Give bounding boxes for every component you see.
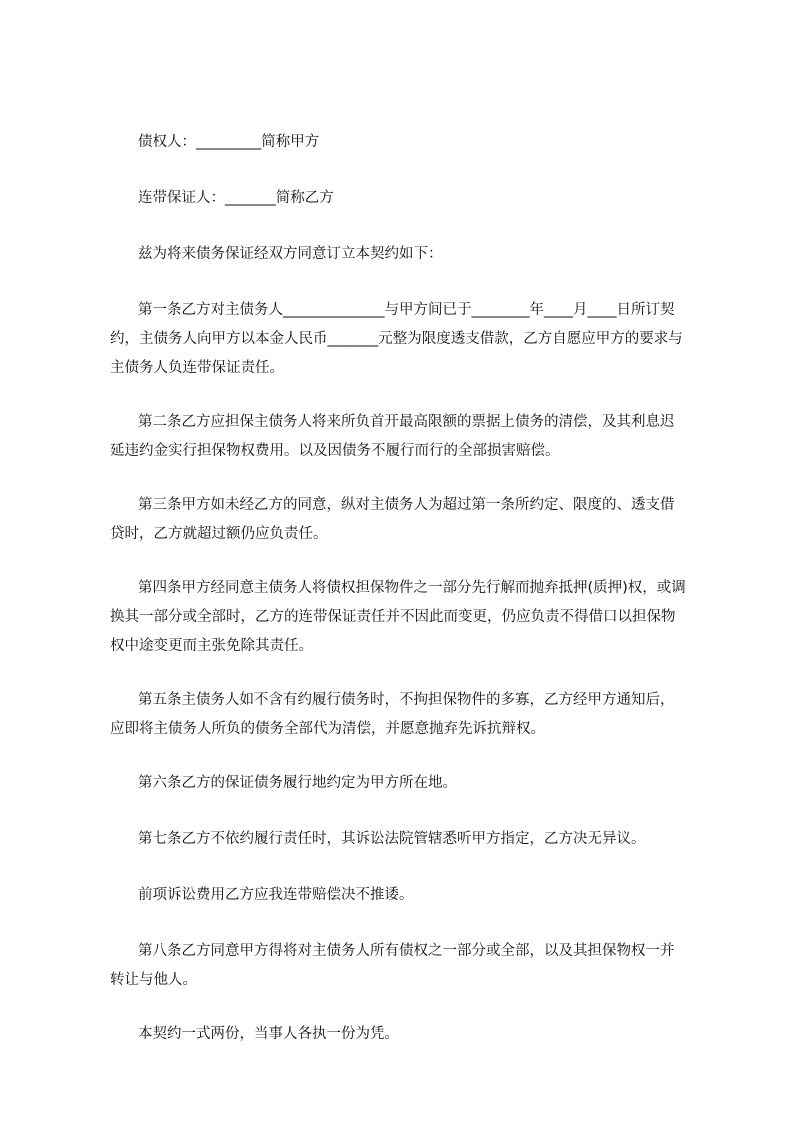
article-7-supplement: 前项诉讼费用乙方应我连带赔偿决不推诿。 [138, 887, 414, 903]
article-3: 第三条甲方如未经乙方的同意，纵对主债务人为超过第一条所约定、限度的、透支借贷时，乙方就超过额仍应负责任。 [110, 497, 675, 542]
article-5: 第五条主债务人如不含有约履行债务时，不拘担保物件的多寡，乙方经甲方通知后，应即将主债务人所负的债务全部代为清偿，并愿意抛弃先诉抗辩权。 [110, 692, 675, 737]
article-2: 第二条乙方应担保主债务人将来所负首开最高限额的票据上债务的清偿，及其利息迟延违约金实行担保物权费用。以及因债务不履行而行的全部损害赔偿。 [110, 414, 675, 459]
article-8: 第八条乙方同意甲方得将对主债务人所有债权之一部分或全部，以及其担保物权一并转让与他人。 [110, 943, 675, 988]
article-4: 第四条甲方经同意主债务人将债权担保物件之一部分先行解而抛弃抵押(质押)权，或调换其一部分或全部时，乙方的连带保证责任并不因此而变更，仍应负责不得借口以担保物权中途变更而主张免除其责任。 [110, 580, 686, 654]
guarantor-line: 连带保证人：_______简称乙方 [138, 190, 334, 206]
article-1: 第一条乙方对主债务人______________与甲方间已于________年____月____日所订契约，主债务人向甲方以本金人民币_______元整为限度透支借款，乙方自愿应甲方的要求与主债务人负连带保证责任。 [110, 302, 683, 376]
copies-clause: 本契约一式两份，当事人各执一份为凭。 [138, 1026, 399, 1042]
article-6: 第六条乙方的保证债务履行地约定为甲方所在地。 [138, 775, 457, 791]
contract-body [110, 128, 688, 1076]
creditor-line: 债权人：_________简称甲方 [138, 134, 320, 150]
article-7: 第七条乙方不依约履行责任时，其诉讼法院管辖悉听甲方指定，乙方决无异议。 [138, 831, 646, 847]
preamble: 兹为将来债务保证经双方同意订立本契约如下： [138, 246, 443, 262]
